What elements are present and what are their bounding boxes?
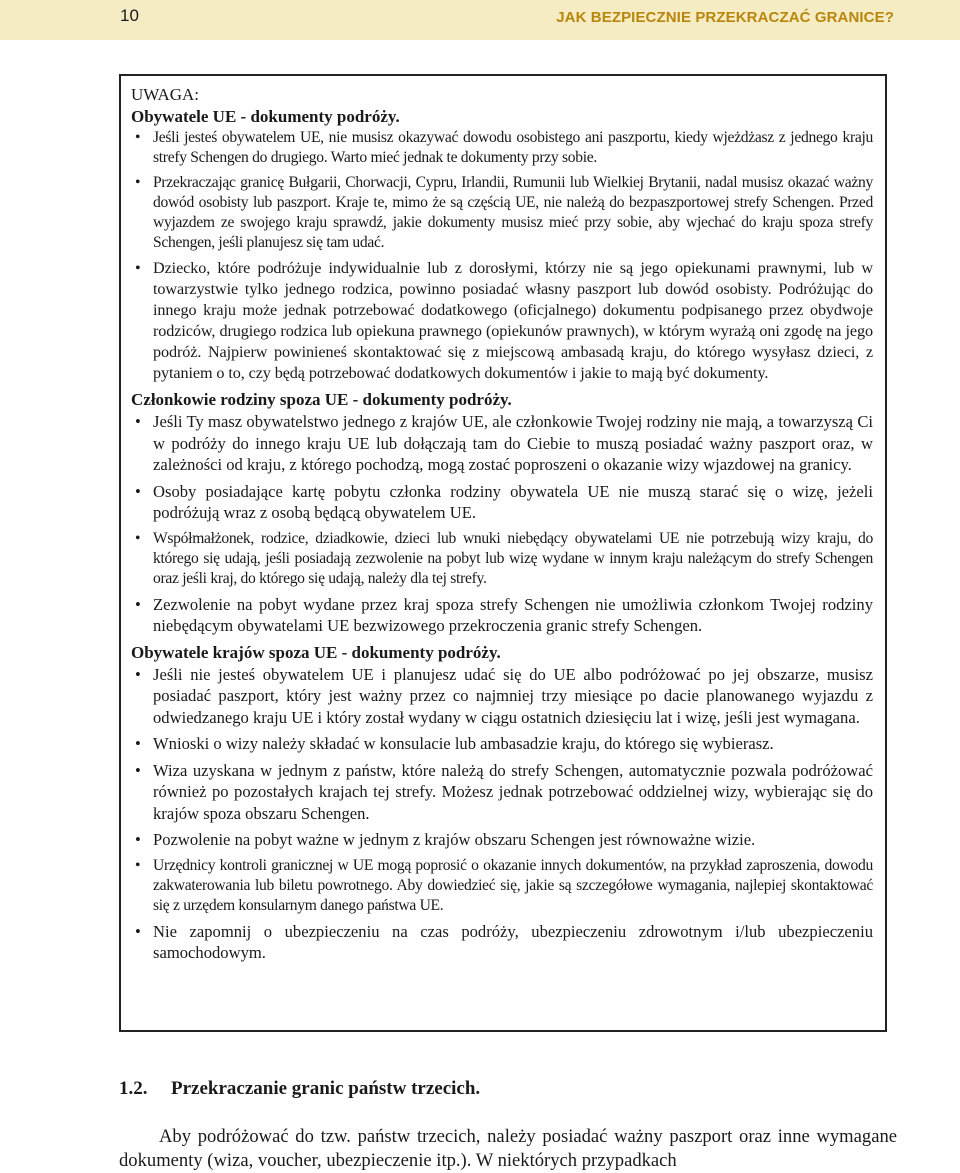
list-item: • Jeśli Ty masz obywatelstwo jednego z krajów UE, ale członkowie Twojej rodziny nie mają, a towarzyszą Ci w podróży do innego kraju UE lub dołączają tam do Ciebie to muszą posiadać ważny paszport oraz, w zależności od kraju, z którego pochodzą, mogą zostać poproszeni o okazanie wizy wjazdowej na granicy.: [131, 411, 873, 476]
page-number: 10: [120, 6, 139, 25]
body-paragraph: Aby podróżować do tzw. państw trzecich, należy posiadać ważny paszport oraz inne wymagane dokumenty (wiza, voucher, ubezpieczenie itp.). W niektórych przypadkach: [119, 1126, 897, 1171]
notice-box: [119, 74, 887, 1032]
list-item: • Zezwolenie na pobyt wydane przez kraj spoza strefy Schengen nie umożliwia członkom Twojej rodziny niebędącym obywatelami UE bezwizowego przekroczenia granic strefy Schengen.: [131, 594, 873, 637]
section-number: 1.2.: [119, 1078, 148, 1099]
list-item: • Wnioski o wizy należy składać w konsulacie lub ambasadzie kraju, do którego się wybierasz.: [131, 733, 873, 755]
section-title: Przekraczanie granic państw trzecich.: [171, 1078, 481, 1099]
list-item: • Wiza uzyskana w jednym z państw, które należą do strefy Schengen, automatycznie pozwala podróżować również po pozostałych krajach tej strefy. Możesz jednak potrzebować oddzielnej wizy, wybierając się do krajów spoza obszaru Schengen.: [131, 760, 873, 825]
list-family-members: [131, 411, 873, 637]
list-item: • Dziecko, które podróżuje indywidualnie lub z dorosłymi, którzy nie są jego opiekunami prawnymi, lub w towarzystwie tylko jednego rodzica, powinno posiadać własny paszport lub dowód osobisty. Podróżując do innego kraju może jednak potrzebować dodatkowego (oficjalnego) dokumentu podpisanego przez obydwoje rodziców, drugiego rodzica lub opiekuna prawnego (opiekunów prawnych), w którym wyrażą oni zgodę na jego podróż. Najpierw powinieneś skontaktować się z miejscową ambasadą kraju, do którego wysyłasz dzieci, z pytaniem o to, czy będą potrzebować dodatkowych dokumentów i jakie to mają być dokumenty.: [131, 258, 873, 384]
section-title-non-eu-citizens: Obywatele krajów spoza UE - dokumenty podróży.: [131, 642, 501, 662]
list-item: • Nie zapomnij o ubezpieczeniu na czas podróży, ubezpieczeniu zdrowotnym i/lub ubezpieczeniu samochodowym.: [131, 921, 873, 964]
page-header: [0, 0, 960, 40]
list-non-eu-citizens: [131, 664, 873, 964]
list-item: • Przekraczając granicę Bułgarii, Chorwacji, Cypru, Irlandii, Rumunii lub Wielkiej Brytanii, nadal musisz okazać ważny dowód osobisty lub paszport. Kraje te, mimo że są częścią UE, nie należą do bezpaszportowej strefy Schengen. Przed wyjazdem ze swojego kraju sprawdź, jakie dokumenty musisz mieć przy sobie, aby wjechać do kraju spoza strefy Schengen, jeśli planujesz się tam udać.: [131, 173, 873, 253]
notice-label: UWAGA:: [131, 85, 199, 104]
list-item: • Urzędnicy kontroli granicznej w UE mogą poprosić o okazanie innych dokumentów, na przykład zaproszenia, dowodu zakwaterowania lub biletu powrotnego. Aby dowiedzieć się, jakie są szczegółowe wymagania, najlepiej skontaktować się z urzędem konsularnym danego państwa UE.: [131, 856, 873, 916]
section-title-family-members: Członkowie rodziny spoza UE - dokumenty podróży.: [131, 390, 512, 409]
list-item: • Współmałżonek, rodzice, dziadkowie, dzieci lub wnuki niebędący obywatelami UE nie potrzebują wizy kraju, do którego się udają, jeśli posiadają zezwolenie na pobyt lub wizę wydane w innym kraju należącym do strefy Schengen oraz jeśli kraj, do którego się udają, należy dla tej strefy.: [131, 529, 873, 589]
list-item: • Pozwolenie na pobyt ważne w jednym z krajów obszaru Schengen jest równoważne wizie.: [131, 829, 873, 851]
list-item: • Osoby posiadające kartę pobytu członka rodziny obywatela UE nie muszą starać się o wizę, jeżeli podróżują wraz z osobą będącą obywatelem UE.: [131, 481, 873, 524]
list-item: • Jeśli jesteś obywatelem UE, nie musisz okazywać dowodu osobistego ani paszportu, kiedy wjeżdżasz z jednego kraju strefy Schengen do drugiego. Warto mieć jednak te dokumenty przy sobie.: [131, 128, 873, 168]
running-title: JAK BEZPIECZNIE PRZEKRACZAĆ GRANICE?: [556, 9, 894, 26]
list-eu-citizens: [131, 128, 873, 384]
section-heading: [119, 1077, 480, 1101]
section-title-eu-citizens: Obywatele UE - dokumenty podróży.: [131, 107, 400, 126]
list-item: • Jeśli nie jesteś obywatelem UE i planujesz udać się do UE albo podróżować po jej obszarze, musisz posiadać paszport, który jest ważny przez co najmniej trzy miesiące po dacie planowanego wyjazdu z odwiedzanego kraju UE i który został wydany w ciągu ostatnich dziesięciu lat i wizę, jeśli jest wymagana.: [131, 664, 873, 729]
